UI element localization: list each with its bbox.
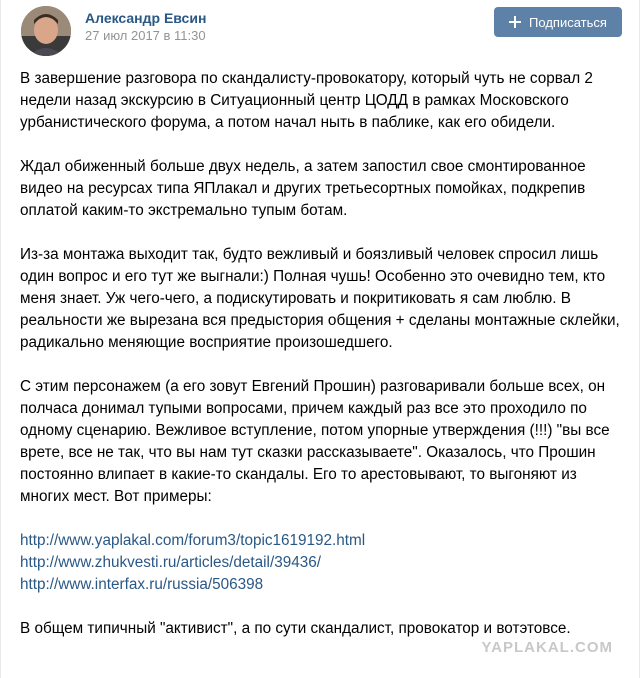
post-paragraph: В завершение разговора по скандалисту-провокатору, который чуть не сорвал 2 недели назад экскурсию в Ситуационный центр ЦОДД в рамках Московского урбанистического форума, а потом начал ныть в паблике, как его обидели. (20, 70, 593, 131)
author-name[interactable]: Александр Евсин (85, 10, 207, 26)
subscribe-button[interactable] (494, 7, 622, 37)
subscribe-label: Подписаться (529, 14, 607, 30)
post-paragraph: С этим персонажем (а его зовут Евгений Прошин) разговаривали больше всех, он полчаса донимал тупыми вопросами, причем каждый раз все это проходило по одному сценарию. Вежливое вступление, потом упорные утверждения (!!!) "вы все врете, все не так, что вы нам тут сказки рассказываете". Оказалось, что Прошин постоянно влипает в какие-то скандалы. Его то арестовывают, то выгоняют из многих мест. Вот примеры: (20, 378, 610, 505)
post-link[interactable]: http://www.interfax.ru/russia/506398 (20, 576, 264, 593)
watermark: YAPLAKAL.COM (481, 639, 613, 656)
post-closing: В общем типичный "активист", а по сути скандалист, провокатор и вотэтовсе. (20, 620, 571, 637)
post-link[interactable]: http://www.zhukvesti.ru/articles/detail/39436/ (20, 554, 321, 571)
link-list (20, 530, 626, 596)
post-date[interactable]: 27 июл 2017 в 11:30 (85, 28, 206, 43)
post-link[interactable]: http://www.yaplakal.com/forum3/topic1619192.html (20, 532, 366, 549)
plus-icon (509, 16, 521, 28)
post-paragraph: Из-за монтажа выходит так, будто вежливый и боязливый человек спросил лишь один вопрос и его тут же выгнали:) Полная чушь! Особенно это очевидно тем, кто меня знает. Уж чего-чего, а подискутировать и покритиковать я сам люблю. В реальности же вырезана вся предыстория общения + сделаны монтажные склейки, радикально меняющие восприятие произошедшего. (20, 246, 620, 351)
post-paragraph: Ждал обиженный больше двух недель, а затем запостил свое смонтированное видео на ресурсах типа ЯПлакал и других третьесортных помойках, подкрепив оплатой каким-то экстремально тупым ботам. (20, 158, 586, 219)
post-text (20, 68, 626, 662)
avatar[interactable] (21, 6, 71, 56)
avatar-photo (21, 6, 71, 56)
